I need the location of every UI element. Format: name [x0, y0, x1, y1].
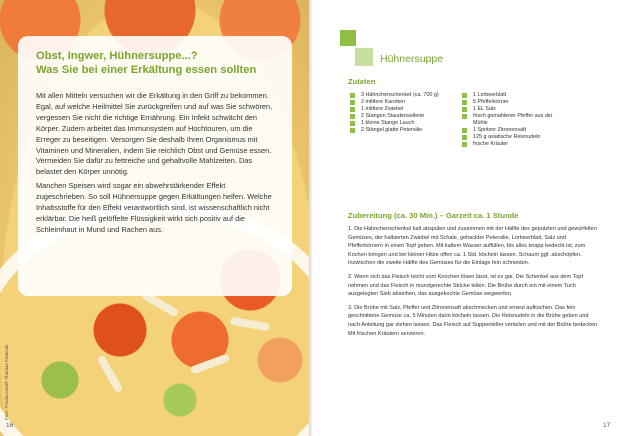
- preparation-heading: Zubereitung (ca. 30 Min.) – Garzeit ca. 1 Stunde: [348, 211, 519, 220]
- list-item: 3 Hähnchenschenkel (ca. 700 g): [350, 92, 450, 99]
- ingredients-list-left: [350, 92, 450, 134]
- list-item: 2 Stängel glatte Petersilie: [350, 127, 450, 134]
- info-box-title-line1: Obst, Ingwer, Hühnersuppe...?: [36, 50, 198, 62]
- list-item: 2 mittlere Karotten: [350, 99, 450, 106]
- ingredients-list-right: [462, 92, 562, 148]
- page-number-left: 16: [6, 422, 14, 429]
- list-item: frische Kräuter: [462, 141, 562, 148]
- photo-credit: [4, 344, 14, 430]
- list-item: 1 mittlere Zwiebel: [350, 106, 450, 113]
- list-item: 1 Lorbeerblatt: [462, 92, 562, 99]
- preparation-step-3: 3. Die Brühe mit Salz, Pfeffer und Zitronensaft abschmecken und erneut aufkochen. Das fein geschnittene Gemüse ca. 5 Minuten darin köcheln lassen. Die Reisnudeln in die Brühe geben und nach Anleitung gar ziehen lassen. Das Fleisch auf Suppenteller verteilen und mit der Brühe bedecken. Mit frischen Kräutern servieren.: [348, 304, 599, 337]
- decorative-square: [340, 30, 356, 46]
- list-item: 1 kleine Stange Lauch: [350, 120, 450, 127]
- list-item: 5 Pfefferkörner: [462, 99, 562, 106]
- preparation-steps: [348, 225, 600, 343]
- list-item: 1 Spritzer Zitronensaft: [462, 127, 562, 134]
- preparation-step-2: 2. Wenn sich das Fleisch leicht vom Knochen lösen lässt, ist es gar. Die Schenkel aus dem Topf nehmen und das Fleisch in mundgerechte Stücke teilen. Die Brühe durch ein mit einem Tuch ausgelegten Sieb abseihen, das ausgekochte Gemüse wegwerfen.: [348, 273, 584, 298]
- soup-photo: [0, 0, 309, 436]
- recipe-title: Hühnersuppe: [380, 53, 444, 65]
- info-box-title-line2: Was Sie bei einer Erkältung essen sollten: [36, 63, 257, 76]
- page-number-right: 17: [603, 422, 611, 429]
- photo-credit-text: Foto: Fotolia.com/© Thomas Francois: [4, 344, 9, 420]
- list-item: 125 g asiatische Reisnudeln: [462, 134, 562, 141]
- decorative-square: [355, 48, 373, 66]
- list-item: frisch gemahlener Pfeffer aus der Mühle: [462, 113, 562, 127]
- info-paragraph-1: Mit allen Mitteln versuchen wir die Erkältung in den Griff zu bekommen. Egal, auf welche Heilmittel Sie zurückgreifen und auf was Sie schwören, vergessen Sie nicht die richtige Ernährung. Ein Infekt schwächt den Körper. Zudem arbeitet das Immunsystem auf Hochtouren, um die Erreger zu beseitigen. Versorgen Sie deshalb Ihren Organismus mit Vitaminen und Mineralien, indem Sie reichlich Obst und Gemüse essen. Vermeiden Sie dafür zu fettreiche und gehaltvolle Mahlzeiten. Das belastet den Körper unnötig.: [36, 91, 273, 177]
- preparation-step-1: 1. Die Hähnchenschenkel kalt abspülen und zusammen mit der Hälfte des geputzten und gewürfelten Gemüses, der halbierten Zwiebel mit Schale, gehackter Petersilie, Lorbeerblatt, Salz und Pfefferkörnern in einen Topf geben. Mit kaltem Wasser auffüllen, bis alles knapp bedeckt ist, zum Kochen bringen und bei kleiner Hitze offen ca. 1 Std. köcheln lassen. Schaum ggf. abschöpfen. Inzwischen die zweite Hälfte des Gemüses für die Einlage fein schneiden.: [348, 226, 597, 267]
- ingredients-heading: Zutaten: [348, 77, 376, 86]
- list-item: 2 Stangen Staudensellerie: [350, 113, 450, 120]
- list-item: 1 EL Salz: [462, 106, 562, 113]
- info-box-title: [36, 50, 276, 77]
- info-paragraph-2: Manchen Speisen wird sogar ein abwehrstärkender Effekt zugeschrieben. So soll Hühnersuppe gegen Erkältungen helfen. Welche Inhaltsstoffe für den Effekt verantwortlich sind, ist wissenschaftlich nicht erklärbar. Die heiß gelöffelte Flüssigkeit wirkt sich positiv auf die Schleimhaut in Mund und Rachen aus.: [36, 181, 272, 234]
- info-box: [18, 36, 292, 296]
- page-gutter: [309, 0, 313, 436]
